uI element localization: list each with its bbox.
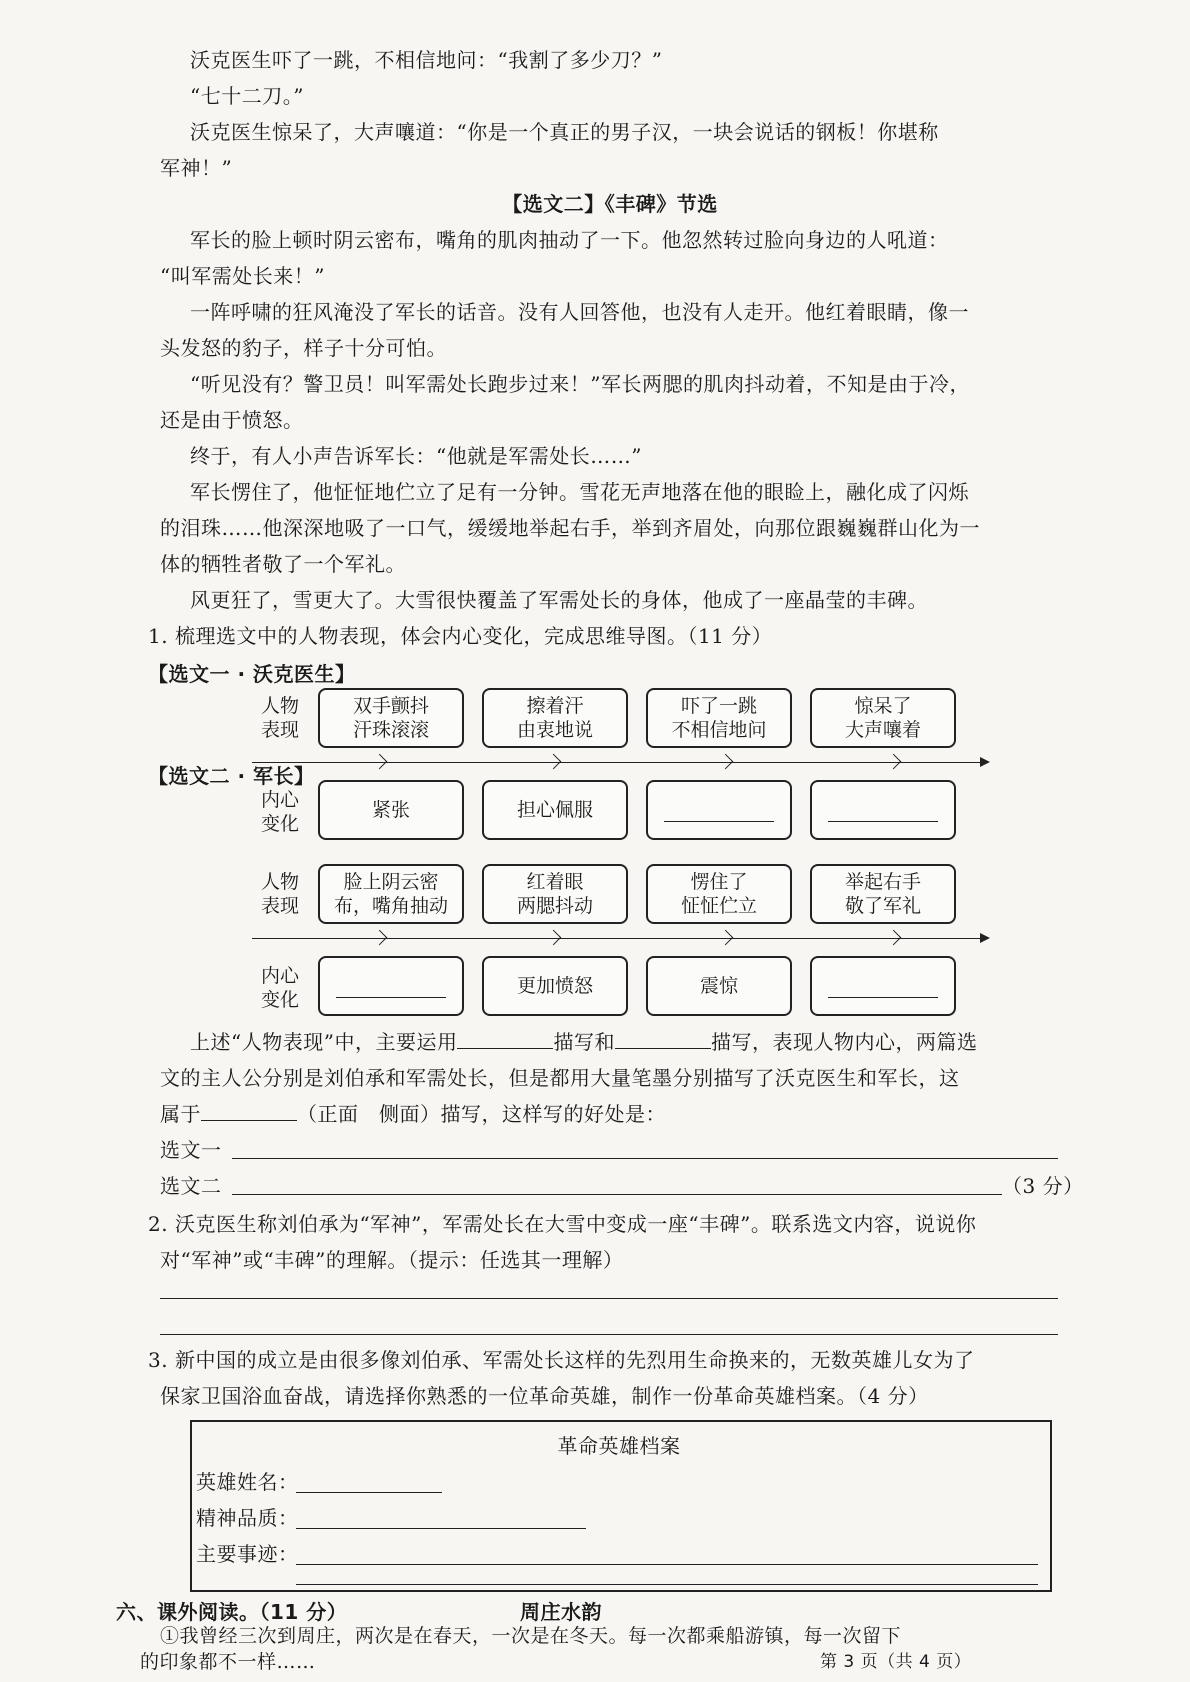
archive-field-label: 英雄姓名： bbox=[196, 1470, 299, 1494]
passage-line: 沃克医生吓了一跳，不相信地问：“我割了多少刀？” bbox=[190, 48, 663, 72]
feeling-box: 更加愤怒 bbox=[482, 956, 628, 1016]
timeline-axis bbox=[252, 938, 982, 939]
arrow-right-icon bbox=[980, 933, 990, 943]
section-6-title: 周庄水韵 bbox=[520, 1600, 602, 1624]
passage-line: 一阵呼啸的狂风淹没了军长的话音。没有人回答他，也没有人走开。他红着眼睛，像一 bbox=[190, 300, 969, 324]
answer-label: 选文一 bbox=[160, 1138, 222, 1162]
answer-blank[interactable] bbox=[828, 811, 938, 822]
behavior-box: 吓了一跳 不相信地问 bbox=[646, 688, 792, 748]
question-2-line: 2. 沃克医生称刘伯承为“军神”，军需处长在大雪中变成一座“丰碑”。联系选文内容，说说你 bbox=[148, 1212, 977, 1236]
answer-line[interactable] bbox=[296, 1584, 1038, 1585]
answer-blank[interactable] bbox=[457, 1030, 553, 1049]
selection2-title: 【选文二】《丰碑》节选 bbox=[502, 192, 718, 216]
question-3-line: 保家卫国浴血奋战，请选择你熟悉的一位革命英雄，制作一份革命英雄档案。（4 分） bbox=[160, 1384, 929, 1408]
passage-line: 头发怒的豹子，样子十分可怕。 bbox=[160, 336, 447, 360]
answer-line[interactable] bbox=[160, 1298, 1058, 1299]
map1-title: 【选文一 · 沃克医生】 bbox=[148, 662, 356, 686]
feeling-box: 担心佩服 bbox=[482, 780, 628, 840]
passage-line: “叫军需处长来！” bbox=[160, 264, 325, 288]
answer-blank[interactable] bbox=[336, 987, 446, 998]
chevron-right-icon bbox=[546, 754, 562, 770]
behavior-box: 惊呆了 大声嚷着 bbox=[810, 688, 956, 748]
passage-line: 军长愣住了，他怔怔地伫立了足有一分钟。雪花无声地落在他的眼睑上，融化成了闪烁 bbox=[190, 480, 969, 504]
behavior-box: 举起右手 敬了军礼 bbox=[810, 864, 956, 924]
fill-line: 文的主人公分别是刘伯承和军需处长，但是都用大量笔墨分别描写了沃克医生和军长，这 bbox=[160, 1066, 960, 1090]
feeling-box: 震惊 bbox=[646, 956, 792, 1016]
map2-title: 【选文二 · 军长】 bbox=[148, 764, 315, 788]
feeling-box-blank[interactable] bbox=[318, 956, 464, 1016]
answer-blank[interactable] bbox=[828, 987, 938, 998]
answer-blank[interactable] bbox=[201, 1102, 297, 1121]
behavior-box: 双手颤抖 汗珠滚滚 bbox=[318, 688, 464, 748]
question-2-line: 对“军神”或“丰碑”的理解。（提示：任选其一理解） bbox=[160, 1248, 624, 1272]
answer-blank[interactable] bbox=[615, 1030, 711, 1049]
behavior-box: 愣住了 怔怔伫立 bbox=[646, 864, 792, 924]
fill-line: 属于 （正面 侧面）描写，这样写的好处是： bbox=[160, 1102, 666, 1126]
section-6-heading: 六、课外阅读。（11 分） bbox=[116, 1600, 348, 1624]
score-label: （3 分） bbox=[1002, 1174, 1084, 1198]
answer-line[interactable] bbox=[296, 1492, 442, 1493]
chevron-right-icon bbox=[372, 754, 388, 770]
answer-line[interactable] bbox=[232, 1194, 1002, 1195]
passage-line: 体的牺牲者敬了一个军礼。 bbox=[160, 552, 406, 576]
chevron-right-icon bbox=[886, 930, 902, 946]
chevron-right-icon bbox=[718, 754, 734, 770]
feeling-box-blank[interactable] bbox=[810, 956, 956, 1016]
timeline-axis bbox=[252, 762, 982, 763]
row-label-behavior: 人物 表现 bbox=[260, 695, 299, 741]
answer-label: 选文二 bbox=[160, 1174, 222, 1198]
passage-line: 终于，有人小声告诉军长：“他就是军需处长……” bbox=[190, 444, 642, 468]
fill-line: 上述“人物表现”中，主要运用 描写和 描写，表现人物内心，两篇选 bbox=[190, 1030, 978, 1054]
row-label-feeling: 内心 变化 bbox=[260, 789, 299, 835]
behavior-box: 红着眼 两腮抖动 bbox=[482, 864, 628, 924]
answer-line[interactable] bbox=[160, 1334, 1058, 1335]
passage-line: 风更狂了，雪更大了。大雪很快覆盖了军需处长的身体，他成了一座晶莹的丰碑。 bbox=[190, 588, 928, 612]
passage-line: 还是由于愤怒。 bbox=[160, 408, 304, 432]
chevron-right-icon bbox=[372, 930, 388, 946]
question-3-line: 3. 新中国的成立是由很多像刘伯承、军需处长这样的先烈用生命换来的，无数英雄儿女为了 bbox=[148, 1348, 975, 1372]
feeling-box-blank[interactable] bbox=[646, 780, 792, 840]
archive-title: 革命英雄档案 bbox=[557, 1434, 681, 1458]
passage-line: 军长的脸上顿时阴云密布，嘴角的肌肉抽动了一下。他忽然转过脸向身边的人吼道： bbox=[190, 228, 949, 252]
question-1-prompt: 1. 梳理选文中的人物表现，体会内心变化，完成思维导图。（11 分） bbox=[148, 624, 773, 648]
answer-line[interactable] bbox=[232, 1158, 1058, 1159]
passage-line: ①我曾经三次到周庄，两次是在春天，一次是在冬天。每一次都乘船游镇，每一次留下 bbox=[160, 1625, 902, 1647]
archive-field-label: 精神品质： bbox=[196, 1506, 299, 1530]
answer-blank[interactable] bbox=[664, 811, 774, 822]
passage-line: “听见没有？警卫员！叫军需处长跑步过来！”军长两腮的肌肉抖动着，不知是由于冷， bbox=[190, 372, 970, 396]
chevron-right-icon bbox=[718, 930, 734, 946]
answer-line[interactable] bbox=[296, 1564, 1038, 1565]
passage-line: 沃克医生惊呆了，大声嚷道：“你是一个真正的男子汉，一块会说话的钢板！你堪称 bbox=[190, 120, 939, 144]
arrow-right-icon bbox=[980, 757, 990, 767]
row-label-behavior: 人物 表现 bbox=[260, 871, 299, 917]
passage-line: 的泪珠……他深深地吸了一口气，缓缓地举起右手，举到齐眉处，向那位跟巍巍群山化为一 bbox=[160, 516, 980, 540]
page-footer: 第 3 页（共 4 页） bbox=[820, 1652, 972, 1672]
feeling-box: 紧张 bbox=[318, 780, 464, 840]
passage-line: 军神！” bbox=[160, 156, 233, 180]
answer-line[interactable] bbox=[296, 1528, 586, 1529]
behavior-box: 脸上阴云密 布，嘴角抽动 bbox=[318, 864, 464, 924]
behavior-box: 擦着汗 由衷地说 bbox=[482, 688, 628, 748]
chevron-right-icon bbox=[886, 754, 902, 770]
row-label-feeling: 内心 变化 bbox=[260, 965, 299, 1011]
passage-line: “七十二刀。” bbox=[190, 84, 304, 108]
archive-field-label: 主要事迹： bbox=[196, 1542, 299, 1566]
feeling-box-blank[interactable] bbox=[810, 780, 956, 840]
passage-line: 的印象都不一样…… bbox=[140, 1651, 316, 1673]
chevron-right-icon bbox=[546, 930, 562, 946]
